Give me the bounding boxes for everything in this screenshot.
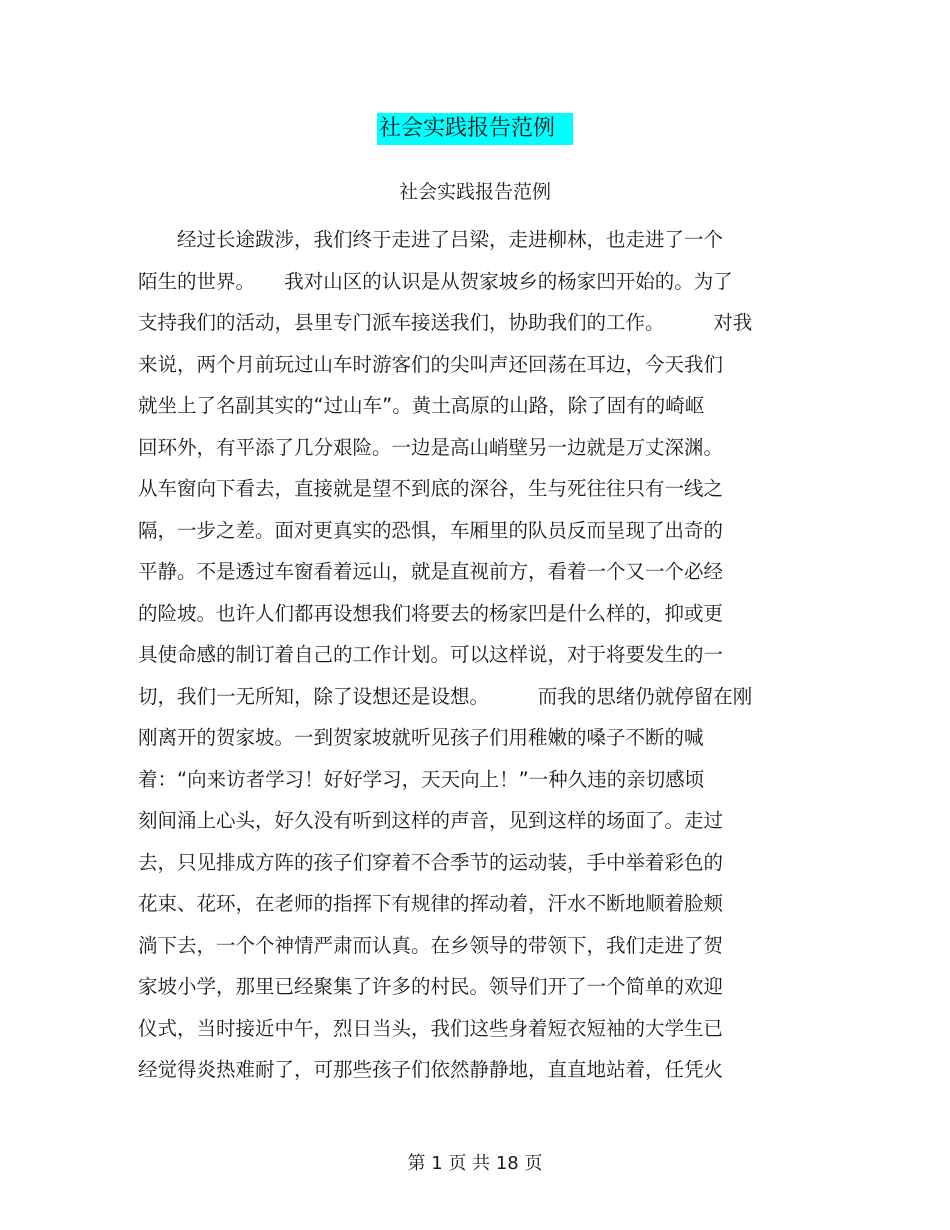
document-title: 社会实践报告范例: [377, 113, 573, 145]
text-line: 回环外，有平添了几分艰险。一边是高山峭壁另一边就是万丈深渊。: [138, 435, 724, 459]
text-line: 刚离开的贺家坡。一到贺家坡就听见孩子们用稚嫩的嗓子不断的喊: [138, 726, 704, 749]
text-line: 具使命感的制订着自己的工作计划。可以这样说，对于将要发生的一: [138, 643, 724, 666]
text-line: 家坡小学，那里已经聚集了许多的村民。领导们开了一个简单的欢迎: [138, 975, 724, 998]
text-line: 去，只见排成方阵的孩子们穿着不合季节的运动装，手中举着彩色的: [138, 850, 724, 874]
text-line: 经觉得炎热难耐了，可那些孩子们依然静静地，直直地站着，任凭火: [138, 1058, 724, 1081]
text-line: 来说，两个月前玩过山车时游客们的尖叫声还回荡在耳边，今天我们: [138, 352, 724, 376]
text-line: 经过长途跋涉，我们终于走进了吕梁，走进柳林，也走进了一个: [138, 228, 724, 251]
text-line: 刻间涌上心头，好久没有听到这样的声音，见到这样的场面了。走过: [138, 809, 724, 832]
text-line: 平静。不是透过车窗看着远山，就是直视前方，看着一个又一个必经: [138, 560, 724, 583]
title-container: [0, 113, 950, 145]
text-line: 仪式，当时接近中午，烈日当头，我们这些身着短衣短袖的大学生已: [138, 1016, 724, 1040]
text-line: 切，我们一无所知，除了设想还是设想。 而我的思绪仍就停留在刚: [138, 684, 753, 708]
document-subtitle: 社会实践报告范例: [398, 181, 551, 203]
text-line: 花束、花环，在老师的指挥下有规律的挥动着，汗水不断地顺着脸颊: [138, 892, 724, 915]
page-footer: 第 1 页 共 18 页: [407, 1153, 543, 1174]
text-line: 隔，一步之差。面对更真实的恐惧，车厢里的队员反而呈现了出奇的: [138, 518, 724, 542]
text-line: 支持我们的活动，县里专门派车接送我们，协助我们的工作。 对我: [138, 311, 753, 334]
body-text: [138, 219, 818, 1091]
text-line: 淌下去，一个个神情严肃而认真。在乡领导的带领下，我们走进了贺: [138, 933, 724, 957]
text-line: 就坐上了名副其实的“过山车”。黄土高原的山路，除了固有的崎岖: [138, 394, 705, 417]
text-line: 从车窗向下看去，直接就是望不到底的深谷，生与死往往只有一线之: [138, 477, 724, 500]
text-line: 的险坡。也许人们都再设想我们将要去的杨家凹是什么样的，抑或更: [138, 601, 724, 625]
text-line: 着：“向来访者学习！好好学习，天天向上！”一种久违的亲切感顷: [138, 767, 705, 791]
text-line: 陌生的世界。 我对山区的认识是从贺家坡乡的杨家凹开始的。为了: [138, 269, 733, 293]
